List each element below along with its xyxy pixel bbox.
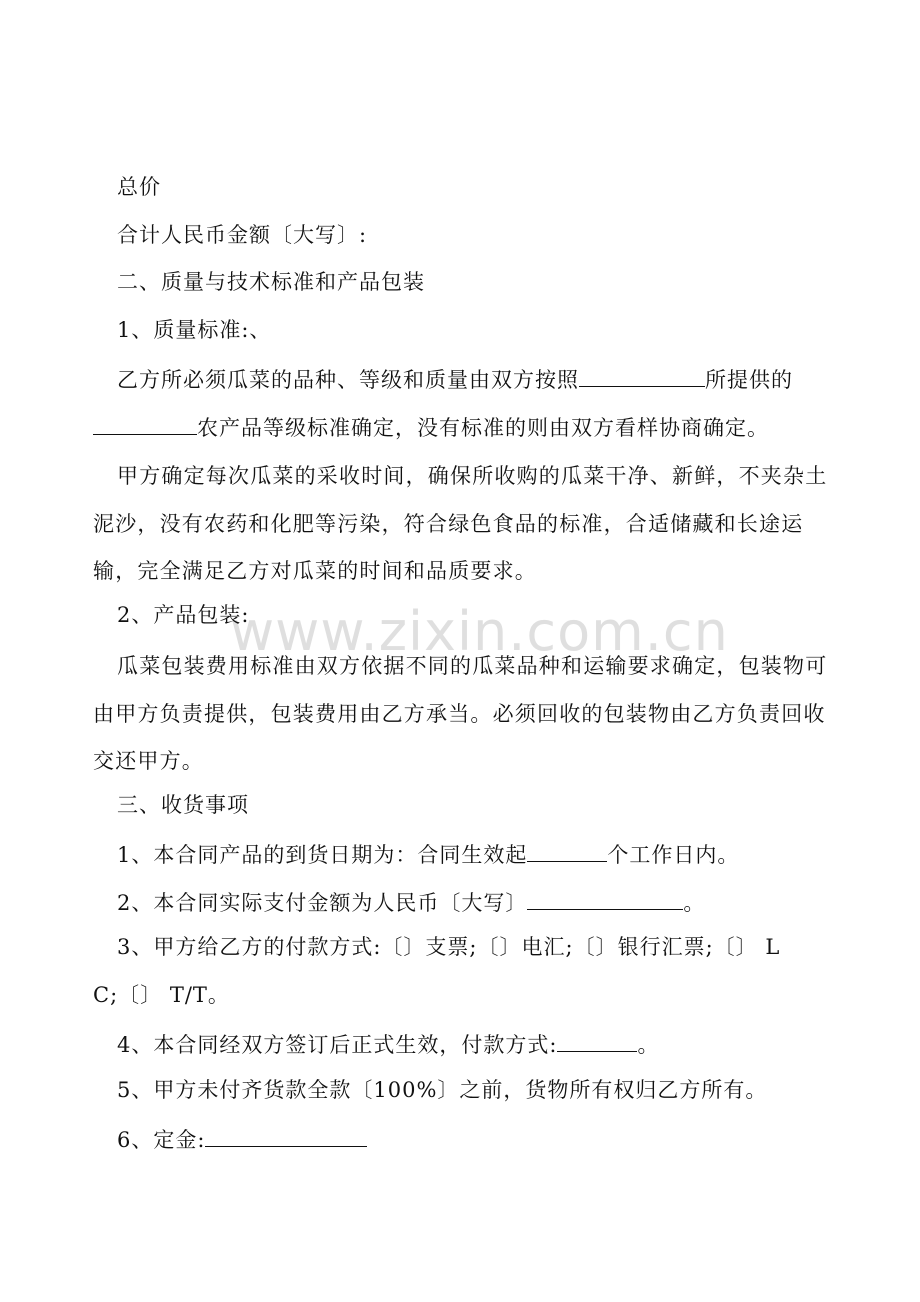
delivery-date-text: 1、本合同产品的到货日期为：合同生效起 <box>117 843 528 867</box>
watermark: www.zixin.com.cn <box>230 600 729 663</box>
line-payment-methods-cont: C;〔〕 T/T。 <box>93 982 230 1007</box>
blank-payment-amount <box>527 881 683 910</box>
line-ownership: 5、甲方未付齐货款全款〔100%〕之前，货物所有权归乙方所有。 <box>117 1077 768 1102</box>
delivery-date-tail: 个工作日内。 <box>607 843 740 867</box>
line-payment-amount <box>93 881 833 929</box>
effective-payment-tail: 。 <box>637 1033 660 1057</box>
effective-payment-text: 4、本合同经双方签订后正式生效，付款方式: <box>117 1033 558 1057</box>
blank-standard-provider <box>579 358 705 387</box>
line-delivery-date <box>93 833 833 881</box>
quality-clause-tail: 所提供的 <box>705 368 793 392</box>
section-heading-quality: 二、质量与技术标准和产品包装 <box>117 270 425 294</box>
line-quality-standard: 1、质量标准:、 <box>117 317 272 342</box>
line-total-amount: 合计人民币金额〔大写〕: <box>117 222 368 247</box>
line-packaging: 2、产品包装: <box>117 602 250 627</box>
payment-amount-text: 2、本合同实际支付金额为人民币〔大写〕 <box>117 890 528 915</box>
grade-standard-text: 农产品等级标准确定，没有标准的则由双方看样协商确定。 <box>197 415 769 440</box>
document-body <box>93 168 833 1166</box>
blank-standard-name <box>93 406 197 435</box>
deposit-text: 6、定金: <box>117 1128 206 1152</box>
paragraph-packaging-details: 瓜菜包装费用标准由双方依据不同的瓜菜品种和运输要求确定，包装物可由甲方负责提供，包装费用由乙方承当。必须回收的包装物由乙方负责回收交还甲方。 <box>93 654 828 773</box>
paragraph-harvest-requirements: 甲方确定每次瓜菜的采收时间，确保所收购的瓜菜干净、新鲜，不夹杂土泥沙，没有农药和化肥等污染，符合绿色食品的标准，合适储藏和长途运输，完全满足乙方对瓜菜的时间和品质要求。 <box>93 464 828 583</box>
blank-working-days <box>527 833 607 862</box>
blank-payment-method <box>557 1023 637 1052</box>
blank-deposit <box>205 1118 367 1147</box>
line-payment-methods: 3、甲方给乙方的付款方式:〔〕支票;〔〕电汇;〔〕银行汇票;〔〕 L <box>117 935 781 959</box>
line-deposit <box>93 1118 833 1166</box>
line-quality-clause <box>93 358 833 406</box>
quality-clause-text: 乙方所必须瓜菜的品种、等级和质量由双方按照 <box>117 368 579 392</box>
line-effective-payment <box>93 1023 833 1071</box>
line-grade-standard <box>93 406 833 454</box>
payment-amount-tail: 。 <box>683 890 706 915</box>
line-total-price: 总价 <box>117 175 161 199</box>
section-heading-receiving: 三、收货事项 <box>117 792 249 817</box>
